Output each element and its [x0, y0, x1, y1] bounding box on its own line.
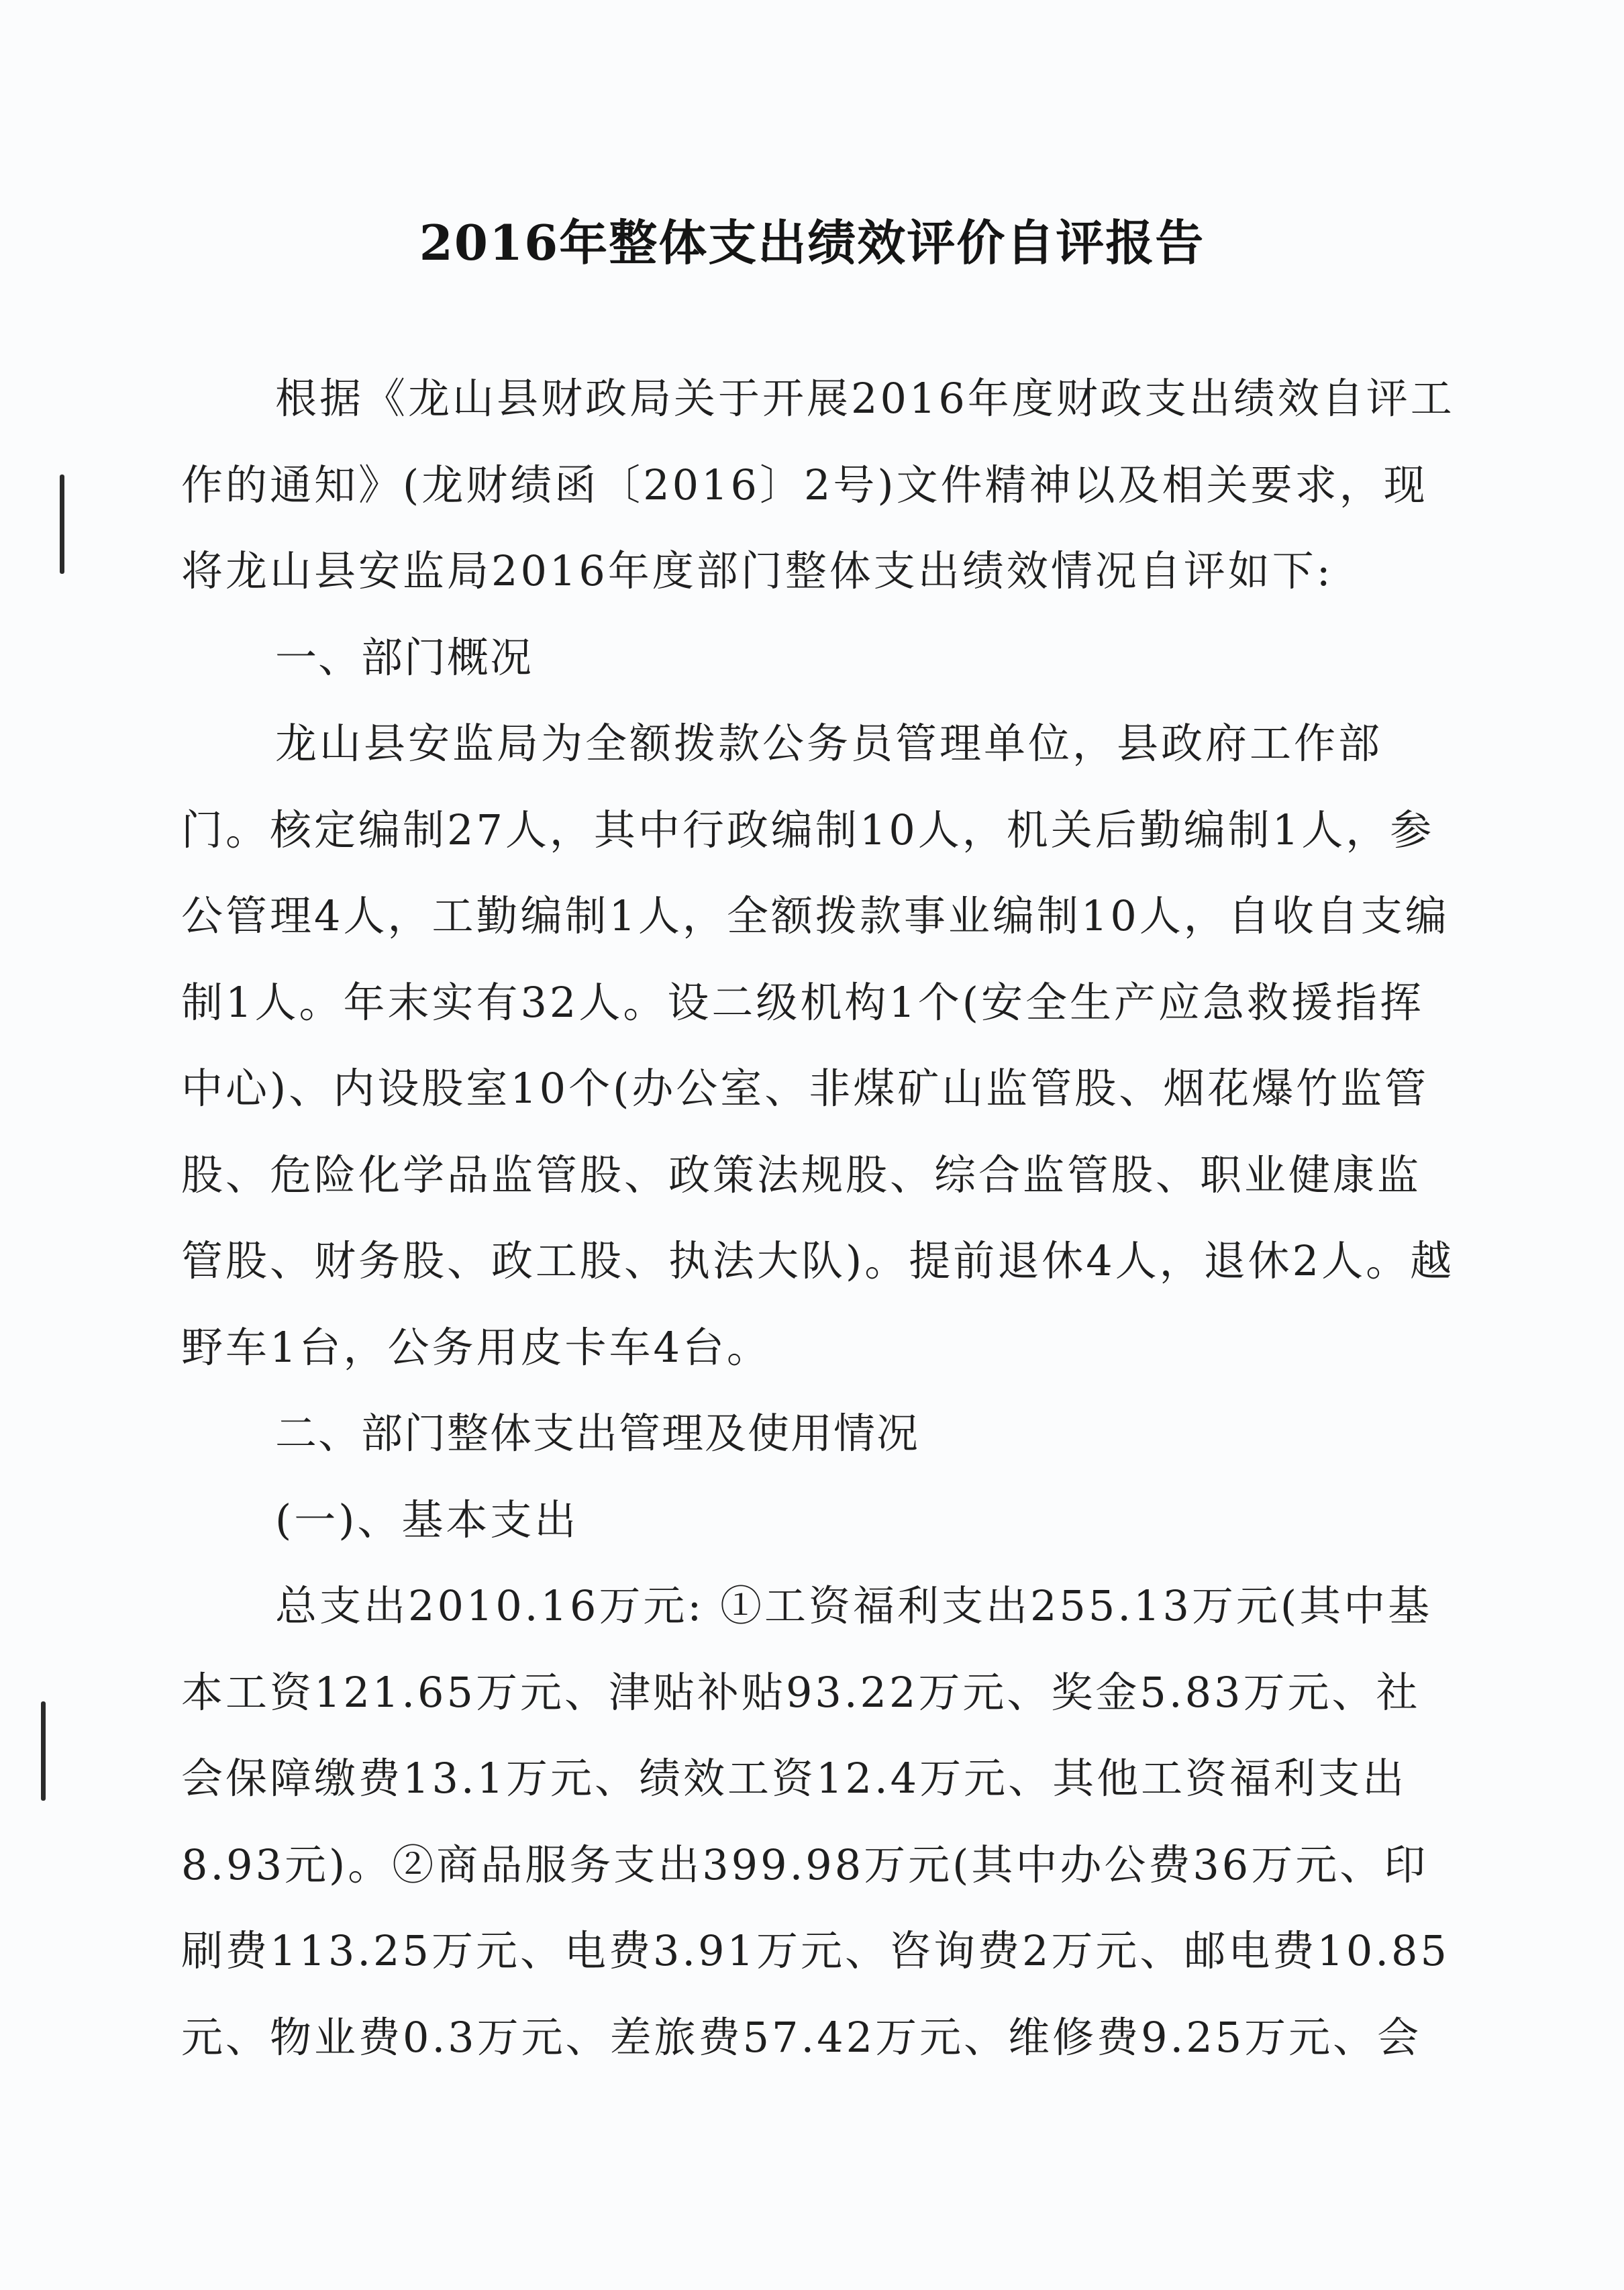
- section-heading-expenditure: 二、部门整体支出管理及使用情况: [275, 1409, 920, 1458]
- document-title: 2016年整体支出绩效评价自评报告: [419, 214, 1205, 271]
- overview-paragraph: 龙山县安监局为全额拨款公务员管理单位，县政府工作部门。核定编制27人，其中行政编制10人，机关后勤编制1人，参公管理4人，工勤编制1人，全额拨款事业编制10人，自收自支编制1人。年末实有32人。设二级机构1个(安全生产应急救援指挥中心)、内设股室10个(办公室、非煤矿山监管股、烟花爆竹监管股、危险化学品监管股、政策法规股、综合监管股、职业健康监管股、财务股、政工股、执法大队)。提前退休4人，退休2人。越野车1台，公务用皮卡车4台。: [181, 719, 1455, 1372]
- subsection-heading-basic-expenditure: (一)、基本支出: [275, 1495, 579, 1544]
- binding-mark: [60, 475, 64, 574]
- expenditure-paragraph: 总支出2010.16万元: ①工资福利支出255.13万元(其中基本工资121.65万元、津贴补贴93.22万元、奖金5.83万元、社会保障缴费13.1万元、绩效工资12.4万元、其他工资福利支出8.93元)。②商品服务支出399.98万元(其中办公费36万元、印刷费113.25万元、电费3.91万元、咨询费2万元、邮电费10.85元、物业费0.3万元、差旅费57.42万元、维修费9.25万元、会: [181, 1581, 1450, 2062]
- binding-mark: [41, 1701, 46, 1801]
- document-body: [181, 356, 1463, 2081]
- intro-paragraph: 根据《龙山县财政局关于开展2016年度财政支出绩效自评工作的通知》(龙财绩函〔2016〕2号)文件精神以及相关要求，现将龙山县安监局2016年度部门整体支出绩效情况自评如下:: [181, 374, 1455, 595]
- section-heading-overview: 一、部门概况: [275, 632, 534, 682]
